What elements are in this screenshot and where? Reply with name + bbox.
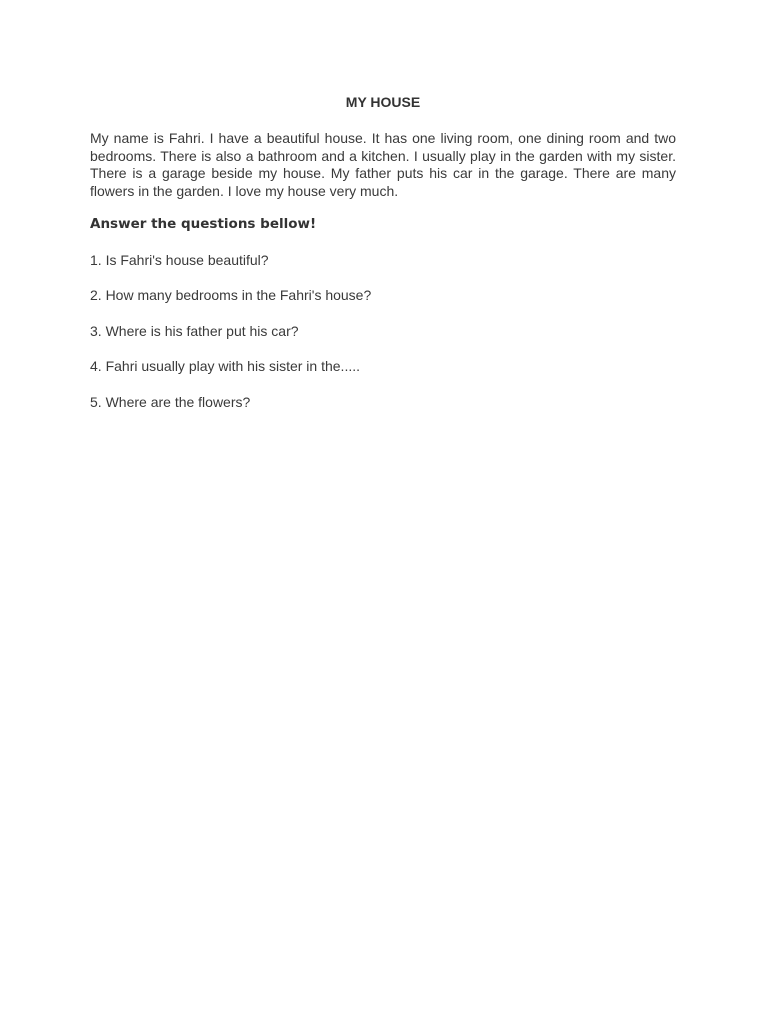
question-item: 2. How many bedrooms in the Fahri's house? xyxy=(90,287,372,303)
question-item: 4. Fahri usually play with his sister in the..... xyxy=(90,358,360,374)
question-item: 3. Where is his father put his car? xyxy=(90,322,299,339)
document-page xyxy=(90,93,676,411)
document-title: MY HOUSE xyxy=(345,94,421,110)
instruction-heading: Answer the questions bellow! xyxy=(90,216,317,232)
question-list xyxy=(90,251,676,411)
question-item: 5. Where are the flowers? xyxy=(90,393,251,410)
reading-paragraph: My name is Fahri. I have a beautiful house. It has one living room, one dining room and two bedrooms. There is also a bathroom and a kitchen. I usually play in the garden with my sister. There is a garage beside my house. My father puts his car in the garage. There are many flowers in the garden. I love my house very much. xyxy=(90,130,676,199)
question-item: 1. Is Fahri's house beautiful? xyxy=(90,251,269,268)
